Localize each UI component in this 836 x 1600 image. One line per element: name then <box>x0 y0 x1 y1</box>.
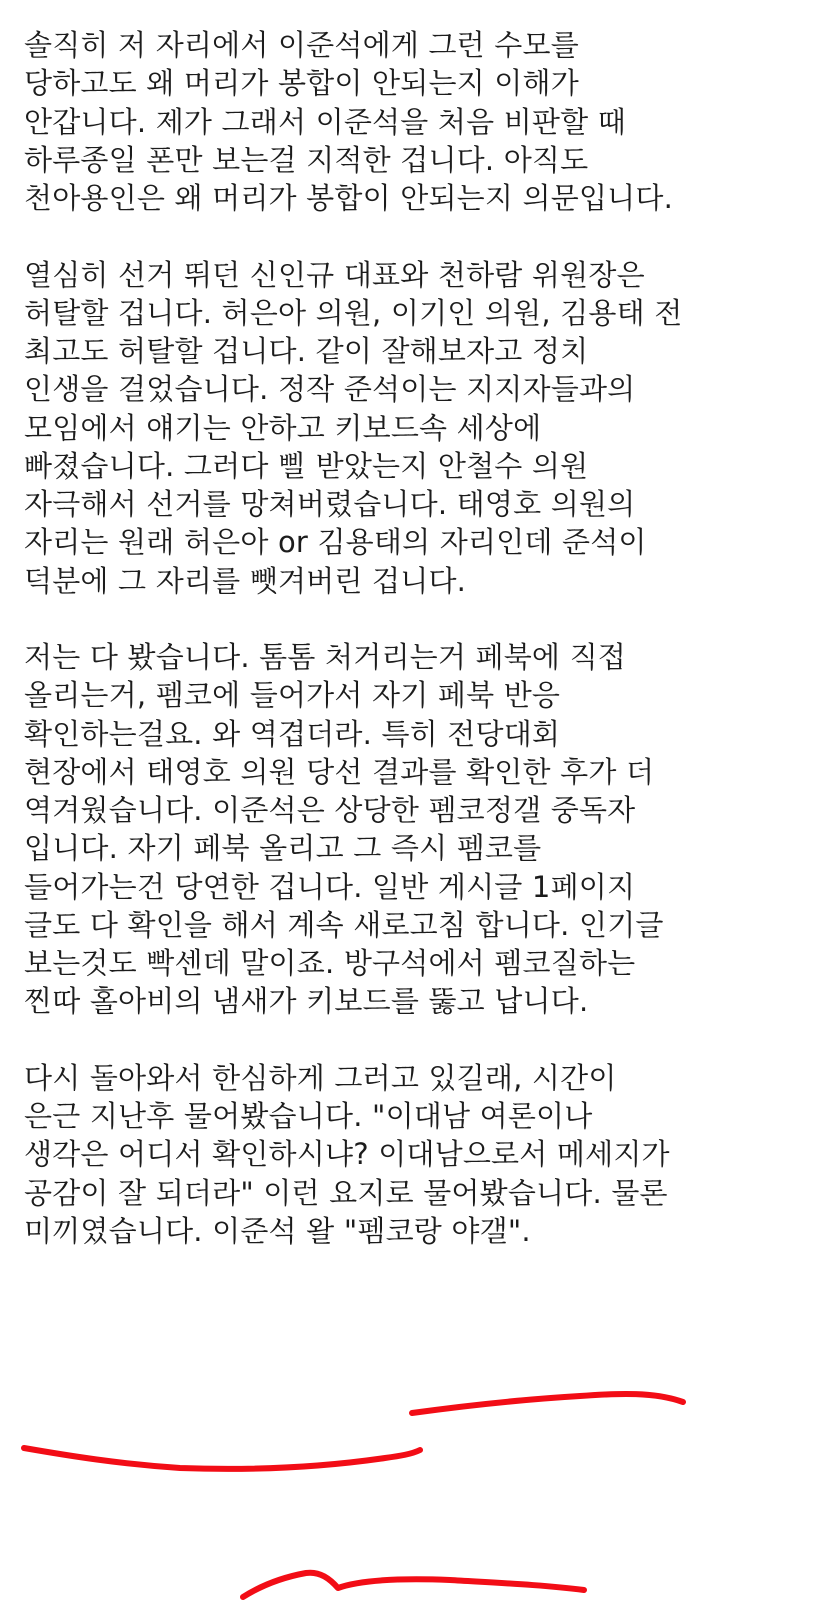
paragraph-1 <box>24 26 824 217</box>
text-line: 저는 다 봤습니다. 톰톰 처거리는거 페북에 직접 <box>24 640 626 674</box>
text-line: 인생을 걸었습니다. 정작 준석이는 지지자들과의 <box>24 372 636 407</box>
paragraph-4 <box>24 1059 824 1250</box>
text-line: 허탈할 겁니다. 허은아 의원, 이기인 의원, 김용태 전 <box>24 295 683 330</box>
text-line: 역겨웠습니다. 이준석은 상당한 펨코정갤 중독자 <box>24 793 636 827</box>
text-line: 미끼였습니다. 이준석 왈 "펨코랑 야갤". <box>24 1213 531 1248</box>
text-line: 찐따 홀아비의 냄새가 키보드를 뚫고 납니다. <box>24 984 589 1019</box>
text-line: 자리는 원래 허은아 or 김용태의 자리인데 준석이 <box>24 525 647 560</box>
text-line: 열심히 선거 뛰던 신인규 대표와 천하람 위원장은 <box>24 257 645 292</box>
text-line: 천아용인은 왜 머리가 봉합이 안되는지 의문입니다. <box>24 181 674 215</box>
text-line: 생각은 어디서 확인하시냐? 이대남으로서 메세지가 <box>24 1137 670 1172</box>
underline-stroke-1 <box>412 1394 683 1413</box>
text-line: 현장에서 태영호 의원 당선 결과를 확인한 후가 더 <box>24 754 655 789</box>
text-line: 빠졌습니다. 그러다 삘 받았는지 안철수 의원 <box>24 448 589 483</box>
text-line: 하루종일 폰만 보는걸 지적한 겁니다. 아직도 <box>24 142 589 177</box>
text-line: 보는것도 빡센데 말이죠. 방구석에서 펨코질하는 <box>24 946 636 980</box>
text-line: 안갑니다. 제가 그래서 이준석을 처음 비판할 때 <box>24 104 626 139</box>
text-line: 글도 다 확인을 해서 계속 새로고침 합니다. 인기글 <box>24 907 664 942</box>
document-body <box>24 26 824 1288</box>
text-line: 최고도 허탈할 겁니다. 같이 잘해보자고 정치 <box>24 334 589 368</box>
text-line: 자극해서 선거를 망쳐버렸습니다. 태영호 의원의 <box>24 487 636 521</box>
text-line: 들어가는건 당연한 겁니다. 일반 게시글 1페이지 <box>24 869 636 904</box>
text-line: 솔직히 저 자리에서 이준석에게 그런 수모를 <box>24 28 579 62</box>
text-line: 입니다. 자기 페북 올리고 그 즉시 펨코를 <box>24 831 542 866</box>
text-line: 확인하는걸요. 와 역겹더라. 특히 전당대회 <box>24 716 561 751</box>
text-line: 당하고도 왜 머리가 봉합이 안되는지 이해가 <box>24 66 579 101</box>
underline-stroke-3 <box>243 1573 584 1597</box>
paragraph-2 <box>24 256 824 600</box>
text-line: 올리는거, 펨코에 들어가서 자기 페북 반응 <box>24 678 561 713</box>
text-line: 덕분에 그 자리를 뺏겨버린 겁니다. <box>24 563 467 598</box>
text-line: 모임에서 얘기는 안하고 키보드속 세상에 <box>24 410 542 445</box>
underline-stroke-2 <box>24 1448 420 1469</box>
text-line: 은근 지난후 물어봤습니다. "이대남 여론이나 <box>24 1099 593 1133</box>
paragraph-3 <box>24 638 824 1021</box>
text-line: 공감이 잘 되더라" 이런 요지로 물어봤습니다. 물론 <box>24 1175 668 1210</box>
text-line: 다시 돌아와서 한심하게 그러고 있길래, 시간이 <box>24 1060 617 1095</box>
